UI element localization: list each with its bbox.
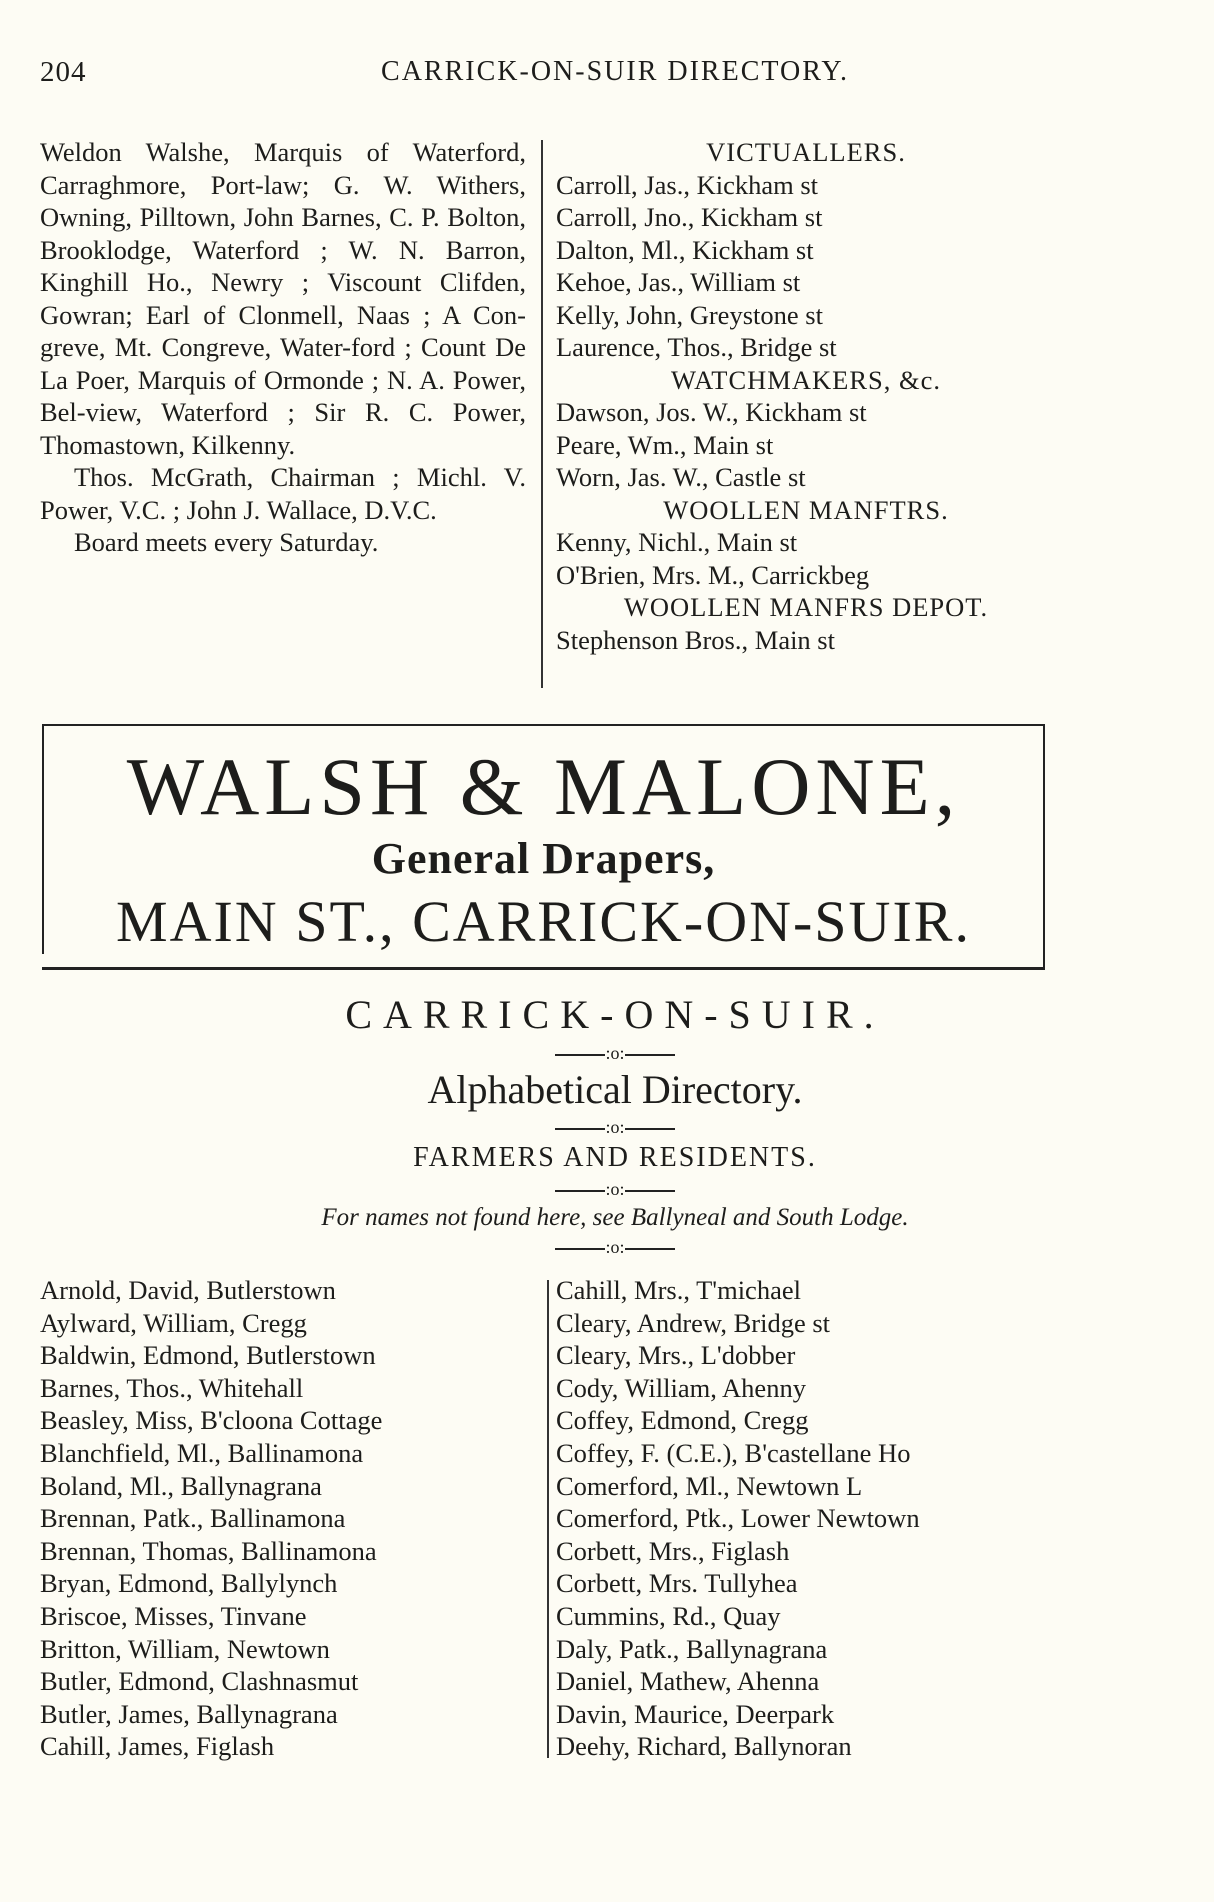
- advert-trade: General Drapers,: [371, 834, 716, 883]
- list-item: Butler, Edmond, Clashnasmut: [40, 1666, 359, 1697]
- list-item: Cleary, Mrs., L'dobber: [556, 1340, 796, 1371]
- list-item: Bryan, Edmond, Ballylynch: [40, 1568, 338, 1599]
- list-item: Deehy, Richard, Ballynoran: [556, 1731, 852, 1762]
- list-item: Arnold, David, Butlerstown: [40, 1275, 336, 1305]
- list-item: Daniel, Mathew, Ahenna: [556, 1666, 820, 1697]
- list-item: Stephenson Bros., Main st: [556, 624, 835, 655]
- ornament-divider: :o:: [40, 1176, 1190, 1202]
- list-item: Britton, William, Newtown: [40, 1633, 330, 1664]
- list-item: Aylward, William, Cregg: [40, 1307, 307, 1338]
- drapers-advertisement: [42, 724, 1045, 970]
- advert-border-top: [42, 724, 1045, 726]
- page-header: [40, 56, 1190, 100]
- list-item: Peare, Wm., Main st: [556, 429, 774, 460]
- list-item: Corbett, Mrs., Figlash: [556, 1535, 790, 1566]
- list-item: Cummins, Rd., Quay: [556, 1600, 781, 1631]
- list-item: Dalton, Ml., Kickham st: [556, 234, 814, 265]
- list-item: Brennan, Patk., Ballinamona: [40, 1503, 346, 1534]
- cross-reference-note: For names not found here, see Ballyneal and South Lodge.: [321, 1204, 909, 1231]
- section-heading-victuallers: VICTUALLERS.: [706, 137, 906, 167]
- list-item: Comerford, Ml., Newtown L: [556, 1470, 863, 1501]
- column-divider-bottom: [547, 1280, 549, 1758]
- list-item: Carroll, Jas., Kickham st: [556, 169, 819, 200]
- ornament-divider: :o:: [40, 1234, 1190, 1260]
- running-title: CARRICK-ON-SUIR DIRECTORY.: [381, 56, 849, 87]
- list-item: Butler, James, Ballynagrana: [40, 1698, 338, 1729]
- list-item: Comerford, Ptk., Lower Newtown: [556, 1503, 920, 1534]
- section-heading-woollen-manufacturers: WOOLLEN MANFTRS.: [663, 494, 949, 525]
- list-item: Dawson, Jos. W., Kickham st: [556, 397, 867, 427]
- ornament-divider: :o:: [40, 1114, 1190, 1140]
- advert-border-bottom: [42, 967, 1045, 970]
- list-item: Davin, Maurice, Deerpark: [556, 1698, 835, 1729]
- list-item: Coffey, F. (C.E.), B'castellane Ho: [556, 1437, 911, 1468]
- list-item: Daly, Patk., Ballynagrana: [556, 1633, 828, 1664]
- board-members-paragraph: Weldon Walshe, Marquis of Waterford, Carraghmore, Port-law; G. W. Withers, Owning, Pilltown, John Barnes, C. P. Bolton, Brooklodge, Waterford ; W. N. Barron, Kinghill Ho., Newry ; Viscount Clifden, Gowran; Earl of Clonmell, Naas ; A Con-greve, Mt. Congreve, Water-ford ; Count De La Poer, Marquis of Ormonde ; N. A. Power, Bel-view, Waterford ; Sir R. C. Power, Thomastown, Kilkenny.: [40, 137, 526, 460]
- list-item: Cody, William, Ahenny: [556, 1372, 806, 1403]
- residents-column-right: [556, 1274, 1056, 1763]
- list-item: Kenny, Nichl., Main st: [556, 527, 798, 557]
- directory-title: Alphabetical Directory.: [427, 1067, 803, 1112]
- list-item: Baldwin, Edmond, Butlerstown: [40, 1340, 376, 1371]
- ornament-divider: :o:: [40, 1040, 1190, 1066]
- list-item: Kelly, John, Greystone st: [556, 299, 823, 330]
- town-heading: CARRICK-ON-SUIR.: [345, 992, 885, 1037]
- list-item: Beasley, Miss, B'cloona Cottage: [40, 1405, 383, 1436]
- list-item: Brennan, Thomas, Ballinamona: [40, 1535, 377, 1566]
- list-item: Blanchfield, Ml., Ballinamona: [40, 1437, 364, 1468]
- page-number: 204: [40, 56, 87, 88]
- list-item: Corbett, Mrs. Tullyhea: [556, 1568, 798, 1599]
- trades-list: [556, 136, 1056, 656]
- list-item: Cahill, Mrs., T'michael: [556, 1275, 801, 1305]
- section-heading-farmers-residents: FARMERS AND RESIDENTS.: [413, 1142, 817, 1173]
- board-members-text: [40, 136, 526, 559]
- directory-title-block: [40, 990, 1190, 1260]
- list-item: Boland, Ml., Ballynagrana: [40, 1470, 322, 1501]
- advert-address: MAIN ST., CARRICK-ON-SUIR.: [116, 889, 971, 954]
- list-item: Cleary, Andrew, Bridge st: [556, 1307, 831, 1338]
- section-heading-watchmakers: WATCHMAKERS, &c.: [671, 364, 941, 395]
- list-item: Carroll, Jno., Kickham st: [556, 202, 823, 232]
- list-item: Coffey, Edmond, Cregg: [556, 1405, 809, 1436]
- advert-business-name: WALSH & MALONE,: [126, 741, 961, 832]
- list-item: Briscoe, Misses, Tinvane: [40, 1600, 307, 1631]
- list-item: Worn, Jas. W., Castle st: [556, 462, 806, 492]
- board-officers-paragraph: Thos. McGrath, Chairman ; Michl. V. Power, V.C. ; John J. Wallace, D.V.C.: [40, 462, 526, 525]
- residents-column-left: [40, 1274, 540, 1763]
- list-item: Laurence, Thos., Bridge st: [556, 332, 837, 362]
- list-item: Cahill, James, Figlash: [40, 1731, 275, 1762]
- list-item: Barnes, Thos., Whitehall: [40, 1372, 304, 1403]
- list-item: Kehoe, Jas., William st: [556, 267, 801, 297]
- list-item: O'Brien, Mrs. M., Carrickbeg: [556, 559, 870, 590]
- section-heading-woollen-depot: WOOLLEN MANFRS DEPOT.: [623, 592, 989, 622]
- board-meeting-note: Board meets every Saturday.: [74, 527, 379, 557]
- column-divider-top: [541, 140, 543, 688]
